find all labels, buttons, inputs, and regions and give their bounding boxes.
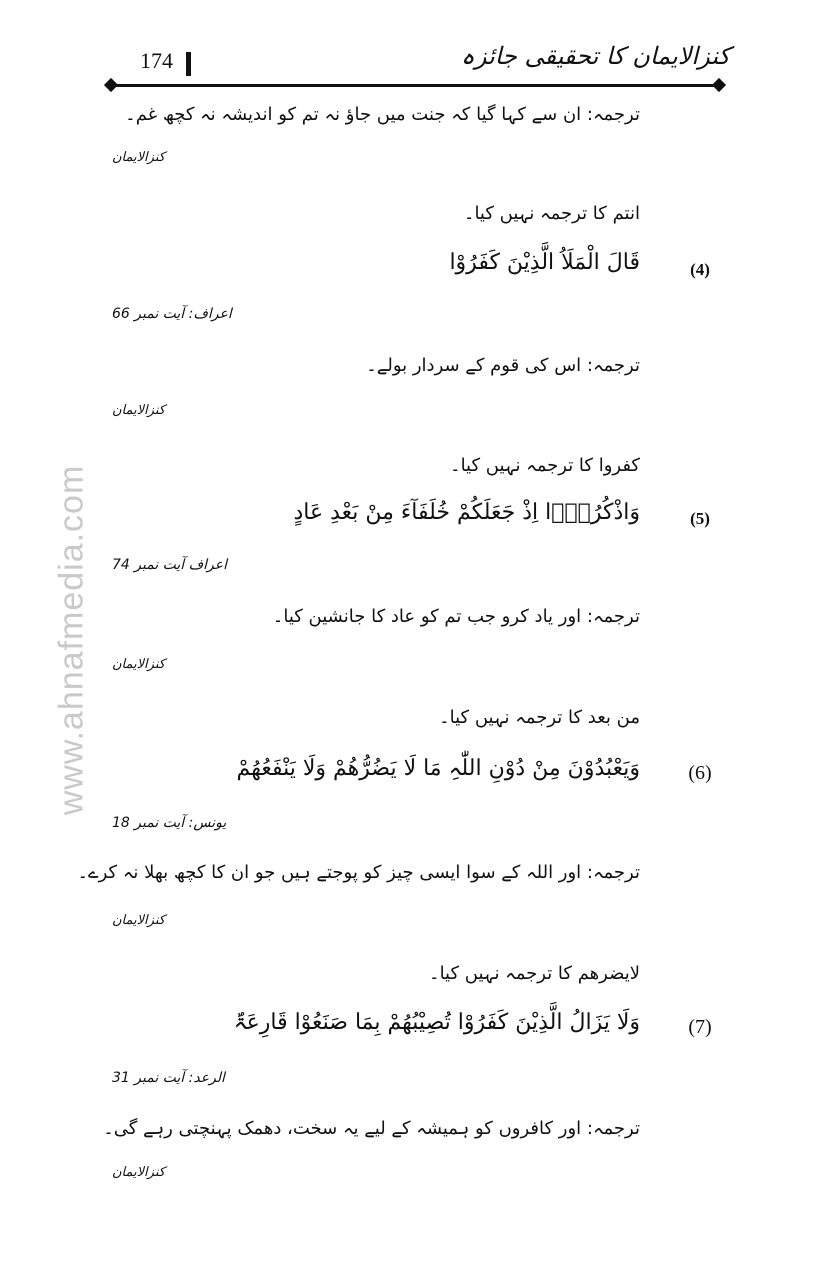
running-header-title: کنزالایمان کا تحقیقی جائزہ [460, 42, 730, 70]
header-bar-mark [186, 52, 191, 76]
translation-line: ترجمہ: اور اللہ کے سوا ایسی چیز کو پوجتے ہیں جو ان کا کچھ بھلا نہ کرے۔ [77, 862, 640, 883]
source-label: کنزالایمان [112, 657, 165, 672]
header-rule [110, 84, 720, 87]
ayah-text: وَیَعْبُدُوْنَ مِنْ دُوْنِ اللّٰہِ مَا لَا یَضُرُّھُمْ وَلَا یَنْفَعُھُمْ [236, 756, 640, 781]
comment-line: من بعد کا ترجمہ نہیں کیا۔ [439, 707, 640, 728]
header-rule-left-diamond [104, 78, 118, 92]
ayah-reference: اعراف: آیت نمبر 66 [112, 306, 232, 322]
source-label: کنزالایمان [112, 150, 165, 165]
translation-line: ترجمہ: اور یاد کرو جب تم کو عاد کا جانشین کیا۔ [272, 606, 640, 627]
ayah-number: (4) [690, 260, 710, 279]
comment-line: کفروا کا ترجمہ نہیں کیا۔ [450, 455, 640, 476]
translation-line: ترجمہ: اور کافروں کو ہمیشہ کے لیے یہ سخت، دھمک پہنچتی رہے گی۔ [103, 1118, 640, 1139]
ayah-reference: اعراف آیت نمبر 74 [112, 557, 228, 573]
ayah-text: وَلَا یَزَالُ الَّذِیْنَ کَفَرُوْا تُصِیْبُھُمْ بِمَا صَنَعُوْا قَارِعَۃٌ [233, 1010, 640, 1035]
ayah-reference: الرعد: آیت نمبر 31 [112, 1070, 225, 1086]
header-rule-right-diamond [712, 78, 726, 92]
translation-line: ترجمہ: اس کی قوم کے سردار بولے۔ [366, 355, 640, 376]
ayah-text: قَالَ الْمَلَاُ الَّذِیْنَ کَفَرُوْا [449, 250, 640, 275]
page-number: 174 [140, 48, 173, 73]
source-label: کنزالایمان [112, 1165, 165, 1180]
source-label: کنزالایمان [112, 403, 165, 418]
comment-line: انتم کا ترجمہ نہیں کیا۔ [463, 203, 640, 224]
translation-line: ترجمہ: ان سے کہا گیا کہ جنت میں جاؤ نہ تم کو اندیشہ نہ کچھ غم۔ [125, 104, 640, 125]
watermark: www.ahnafmedia.com [52, 464, 91, 816]
ayah-number: (7) [688, 1016, 712, 1038]
source-label: کنزالایمان [112, 913, 165, 928]
comment-line: لایضرھم کا ترجمہ نہیں کیا۔ [429, 963, 640, 984]
ayah-number: (5) [690, 509, 710, 528]
ayah-reference: یونس: آیت نمبر 18 [112, 815, 227, 831]
ayah-text: وَاذْکُرُوْۤا اِذْ جَعَلَکُمْ خُلَفَآءَ مِنْ بَعْدِ عَادٍ [293, 500, 640, 525]
ayah-number: (6) [688, 762, 712, 784]
